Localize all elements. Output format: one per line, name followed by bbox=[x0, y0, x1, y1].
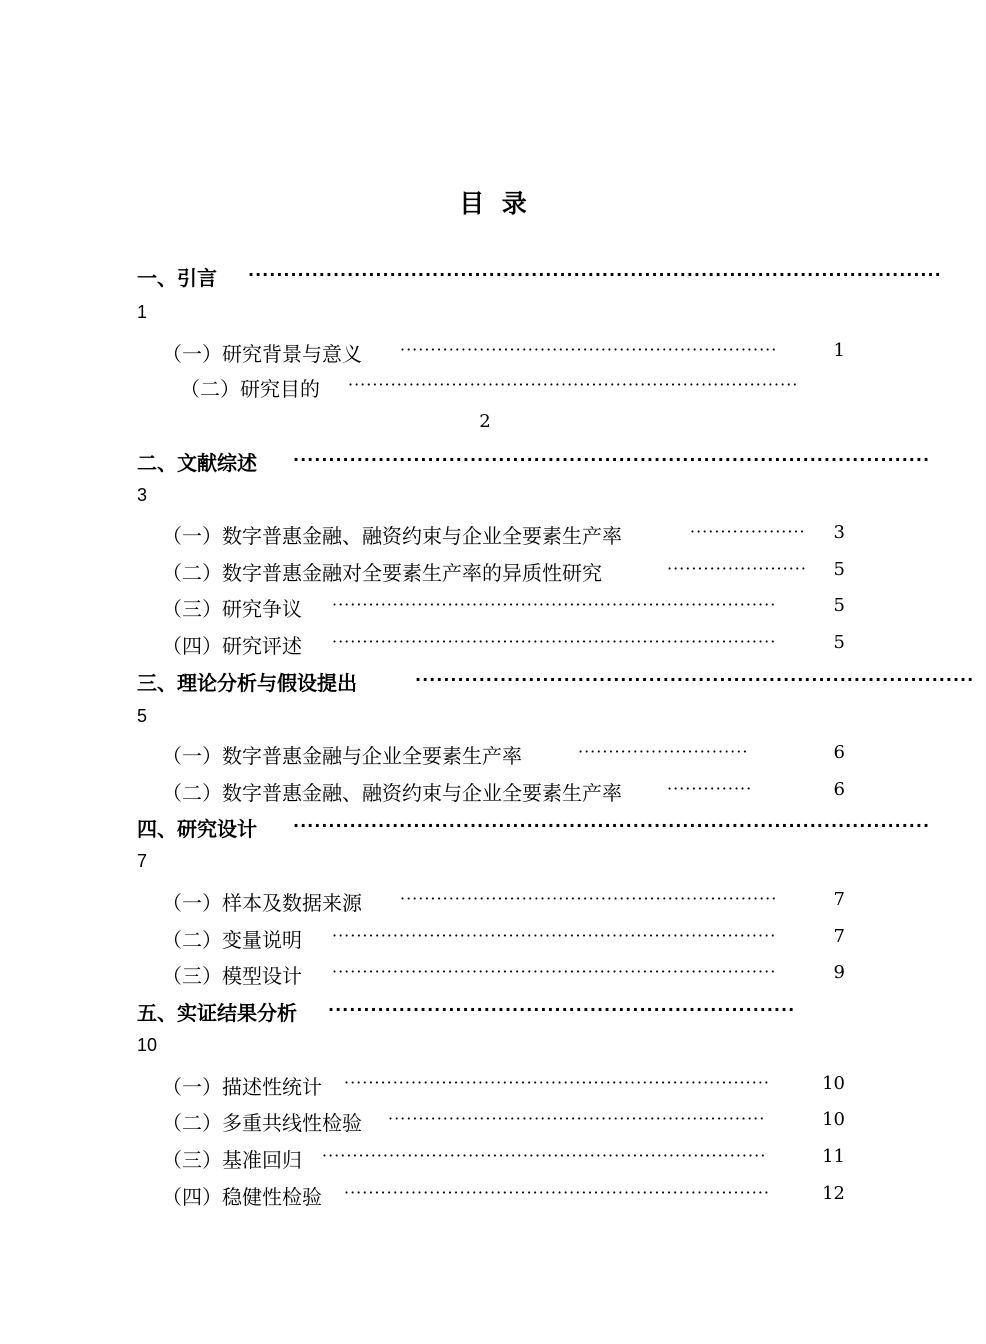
toc-leader-dots: ······················· bbox=[667, 559, 807, 578]
toc-leader-dots: ········································································· bbox=[332, 962, 777, 981]
toc-subsection-label: （二）多重共线性检验 bbox=[162, 1111, 362, 1135]
toc-leader-dots: ··················· bbox=[690, 522, 806, 541]
toc-page-number: 5 bbox=[137, 706, 148, 726]
toc-subsection-label: （一）样本及数据来源 bbox=[162, 891, 362, 915]
toc-leader-dots: ······································································ bbox=[344, 1073, 771, 1092]
toc-page-number: 3 bbox=[137, 485, 148, 505]
toc-leader-dots: ·························································································· bbox=[293, 816, 931, 835]
toc-subsection-label: （三）研究争议 bbox=[162, 597, 302, 621]
toc-leader-dots: ·············· bbox=[667, 779, 753, 798]
toc-leader-dots: ········································································· bbox=[332, 926, 777, 945]
toc-subsection-label: （一）数字普惠金融与企业全要素生产率 bbox=[162, 744, 522, 768]
toc-section-heading: 四、研究设计 bbox=[137, 817, 257, 841]
toc-page-number: 10 bbox=[137, 1035, 158, 1055]
toc-subsection-label: （一）描述性统计 bbox=[162, 1075, 322, 1099]
toc-subsection-label: （二）变量说明 bbox=[162, 928, 302, 952]
toc-page-number: 1 bbox=[137, 302, 148, 322]
toc-page-number: 1 bbox=[833, 340, 845, 361]
toc-page-number: 9 bbox=[833, 962, 845, 983]
toc-subsection-label: （四）研究评述 bbox=[162, 634, 302, 658]
toc-leader-dots: ···························· bbox=[578, 742, 749, 761]
toc-page-number: 6 bbox=[833, 779, 845, 800]
toc-section-heading: 二、文献综述 bbox=[137, 451, 257, 475]
toc-subsection-label: （三）基准回归 bbox=[162, 1148, 302, 1172]
toc-subsection-label: （四）稳健性检验 bbox=[162, 1185, 322, 1209]
toc-leader-dots: ······························································ bbox=[400, 340, 778, 359]
toc-page-number: 7 bbox=[833, 926, 845, 947]
toc-page-number: 5 bbox=[833, 595, 845, 616]
toc-leader-dots: ·········································································· bbox=[348, 375, 799, 394]
toc-page-number: 3 bbox=[833, 522, 845, 543]
toc-page-number: 11 bbox=[822, 1146, 845, 1167]
toc-page-number: 7 bbox=[833, 889, 845, 910]
toc-section-heading: 一、引言 bbox=[137, 266, 217, 290]
toc-page-number: 7 bbox=[137, 851, 148, 871]
toc-leader-dots: ········································································· bbox=[322, 1146, 767, 1165]
toc-subsection-label: （一）数字普惠金融、融资约束与企业全要素生产率 bbox=[162, 524, 622, 548]
toc-section-heading: 三、理论分析与假设提出 bbox=[137, 671, 357, 695]
toc-subsection-label: （三）模型设计 bbox=[162, 964, 302, 988]
toc-section-heading: 五、实证结果分析 bbox=[137, 1001, 297, 1025]
toc-leader-dots: ·································································· bbox=[328, 1000, 796, 1019]
toc-title: 目 录 bbox=[459, 189, 527, 218]
toc-leader-dots: ········································································· bbox=[332, 632, 777, 651]
toc-page-number: 12 bbox=[822, 1183, 845, 1204]
toc-page-number: 10 bbox=[822, 1109, 845, 1130]
toc-page-number: 6 bbox=[833, 742, 845, 763]
toc-page-number: 5 bbox=[833, 559, 845, 580]
toc-leader-dots: ·································································································· bbox=[248, 265, 942, 284]
toc-leader-dots: ······································································ bbox=[344, 1183, 771, 1202]
toc-page-number: 10 bbox=[822, 1073, 845, 1094]
toc-subsection-label: （二）数字普惠金融对全要素生产率的异质性研究 bbox=[162, 561, 602, 585]
toc-leader-dots: ······························································ bbox=[400, 889, 778, 908]
toc-leader-dots: ········································································· bbox=[332, 595, 777, 614]
toc-subsection-label: （二）研究目的 bbox=[180, 377, 320, 401]
toc-subsection-label: （一）研究背景与意义 bbox=[162, 342, 362, 366]
toc-leader-dots: ······························································ bbox=[388, 1109, 766, 1128]
toc-leader-dots: ·························································································· bbox=[293, 450, 931, 469]
toc-page-number: 2 bbox=[479, 411, 491, 432]
toc-leader-dots: ··············································································· bbox=[415, 670, 975, 689]
toc-subsection-label: （二）数字普惠金融、融资约束与企业全要素生产率 bbox=[162, 781, 622, 805]
toc-page-number: 5 bbox=[833, 632, 845, 653]
